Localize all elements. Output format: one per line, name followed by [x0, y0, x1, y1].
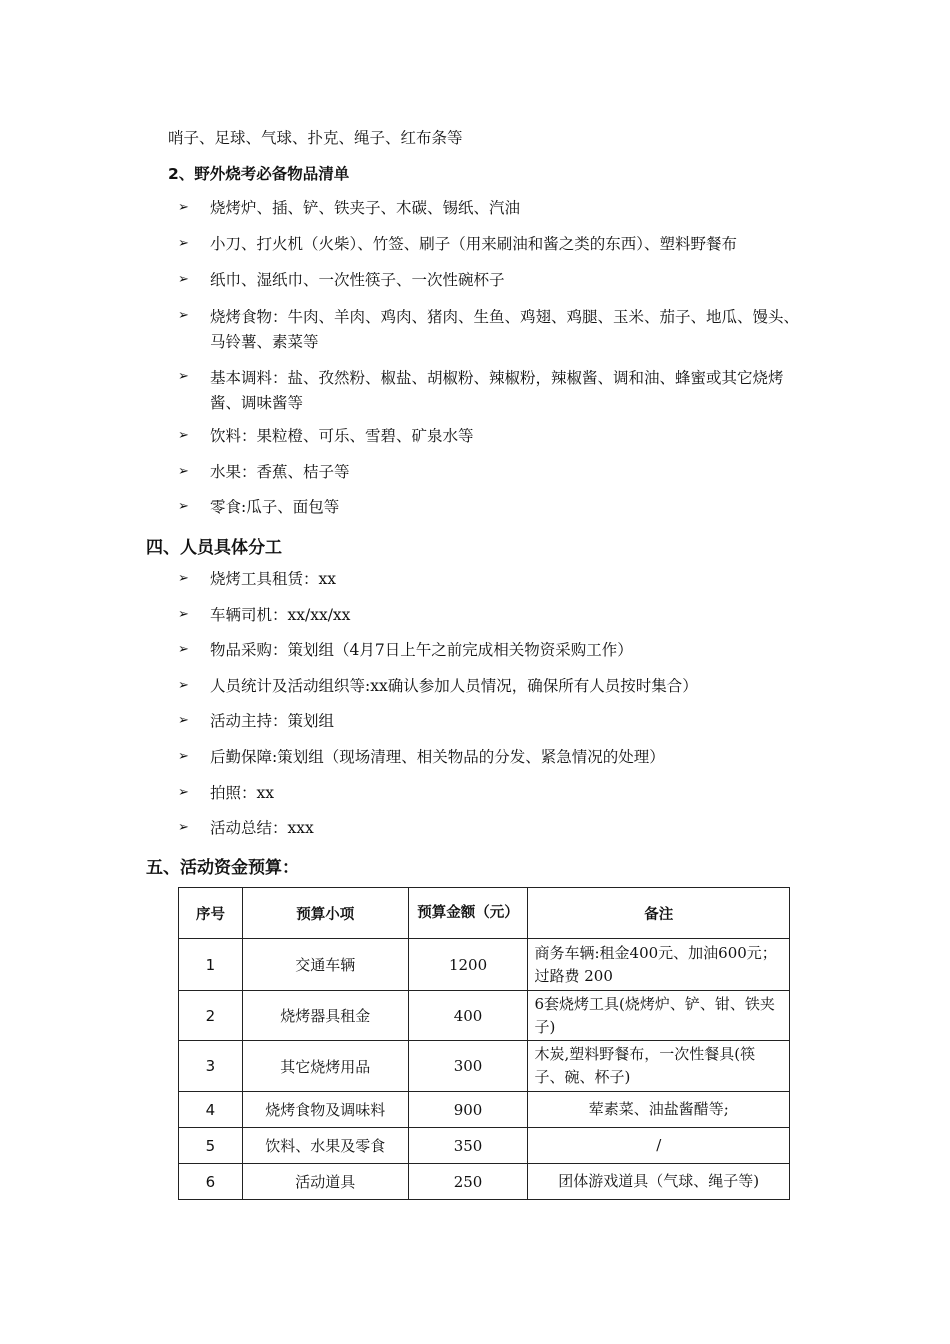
cell-item: 交通车辆 [242, 939, 408, 991]
cell-index: 5 [179, 1128, 243, 1164]
arrowhead-bullet-icon: ➢ [178, 678, 189, 693]
arrowhead-bullet-icon: ➢ [178, 200, 189, 215]
arrowhead-bullet-icon: ➢ [178, 571, 189, 586]
arrowhead-bullet-icon: ➢ [178, 642, 189, 657]
cell-amount: 250 [408, 1164, 528, 1200]
cell-note: 木炭,塑料野餐布，一次性餐具(筷子、碗、杯子) [528, 1041, 790, 1092]
arrowhead-bullet-icon: ➢ [178, 749, 189, 764]
cell-item: 活动道具 [242, 1164, 408, 1200]
cell-index: 6 [179, 1164, 243, 1200]
arrowhead-bullet-icon: ➢ [178, 369, 189, 384]
cell-item: 烧烤食物及调味料 [242, 1092, 408, 1128]
arrowhead-bullet-icon: ➢ [178, 308, 189, 323]
cell-note: 荤素菜、油盐酱醋等; [528, 1092, 790, 1128]
document-page: 哨子、足球、气球、扑克、绳子、红布条等 2、野外烧考必备物品清单 ➢ 烧烤炉、插、铲、铁夹子、木碳、锡纸、汽油 ➢ 小刀、打火机（火柴）、竹签、刷子（用来刷油和酱之类的东西）、塑料野餐布 ➢ 纸巾、湿纸巾、一次性筷子、一次性碗杯子 ➢ 烧烤食物：牛肉、羊肉、鸡肉、猪肉、生鱼、鸡翅、鸡腿、玉米、茄子、地瓜、馒头、马铃薯、素菜等 ➢ 基本调料：盐、孜然粉、椒盐、胡椒粉、辣椒粉，辣椒酱、调和油、蜂蜜或其它烧烤酱、调味酱等 ➢ 饮料：果粒橙、可乐、雪碧、矿泉水等 ➢ 水果：香蕉、桔子等 ➢ 零食:瓜子、面包等 四、人员具体分工 ➢ 烧烤工具租赁：xx ➢ 车辆司机：xx/xx/xx ➢ 物品采购：策划组（4月7日上午之前完成相关物资采购工作） ➢ 人员统计及活动组织等:xx确认参加人员情况，确保所有人员按时集合） ➢ 活动主持：策划组 ➢ 后勤保障:策划组（现场清理、相关物品的分发、紧急情况的处理） ➢ 拍照：xx ➢ 活动总结：xxx 五、活动资金预算： 序号 预算小项 预算金额（元） 备注 1 交通车辆 1200 商务车辆:租金400元、加油600元；过路费 200 2 烧烤器具租金 400 6套烧烤工具(烧烤炉、铲、钳、铁夹子) 3 其它烧烤用品 300 木炭,塑料野餐布，一次性餐具(筷子、碗、杯子) 4 烧烤食物及调味料 900 荤素菜、油盐酱醋等; 5 饮料、水果及零食 350 / 6 活动道具 250 团体游戏道具（气球、绳子等) [0, 0, 950, 1344]
table-header-row [179, 888, 790, 939]
column-header: 预算小项 [242, 888, 408, 939]
table-row [179, 1128, 790, 1164]
arrowhead-bullet-icon: ➢ [178, 464, 189, 479]
budget-table [178, 887, 790, 1200]
table-row [179, 991, 790, 1041]
intro-line: 哨子、足球、气球、扑克、绳子、红布条等 [168, 129, 463, 147]
cell-amount: 1200 [408, 939, 528, 991]
cell-note: 商务车辆:租金400元、加油600元；过路费 200 [528, 939, 790, 991]
section-4-title: 四、人员具体分工 [146, 538, 282, 558]
section-5-title: 五、活动资金预算： [146, 858, 299, 878]
table-row [179, 939, 790, 991]
cell-note: 团体游戏道具（气球、绳子等) [528, 1164, 790, 1200]
cell-note: / [528, 1128, 790, 1164]
arrowhead-bullet-icon: ➢ [178, 785, 189, 800]
column-header: 预算金额（元） [408, 888, 528, 939]
cell-amount: 300 [408, 1041, 528, 1092]
subsection-2-title: 2、野外烧考必备物品清单 [168, 165, 350, 183]
cell-item: 烧烤器具租金 [242, 991, 408, 1041]
arrowhead-bullet-icon: ➢ [178, 607, 189, 622]
cell-note: 6套烧烤工具(烧烤炉、铲、钳、铁夹子) [528, 991, 790, 1041]
arrowhead-bullet-icon: ➢ [178, 820, 189, 835]
cell-amount: 900 [408, 1092, 528, 1128]
arrowhead-bullet-icon: ➢ [178, 713, 189, 728]
column-header: 备注 [528, 888, 790, 939]
cell-index: 3 [179, 1041, 243, 1092]
table-row [179, 1092, 790, 1128]
cell-item: 其它烧烤用品 [242, 1041, 408, 1092]
arrowhead-bullet-icon: ➢ [178, 428, 189, 443]
cell-index: 1 [179, 939, 243, 991]
arrowhead-bullet-icon: ➢ [178, 236, 189, 251]
cell-index: 4 [179, 1092, 243, 1128]
table-row [179, 1041, 790, 1092]
cell-item: 饮料、水果及零食 [242, 1128, 408, 1164]
table-row [179, 1164, 790, 1200]
arrowhead-bullet-icon: ➢ [178, 272, 189, 287]
cell-amount: 400 [408, 991, 528, 1041]
cell-index: 2 [179, 991, 243, 1041]
cell-amount: 350 [408, 1128, 528, 1164]
arrowhead-bullet-icon: ➢ [178, 499, 189, 514]
column-header: 序号 [179, 888, 243, 939]
